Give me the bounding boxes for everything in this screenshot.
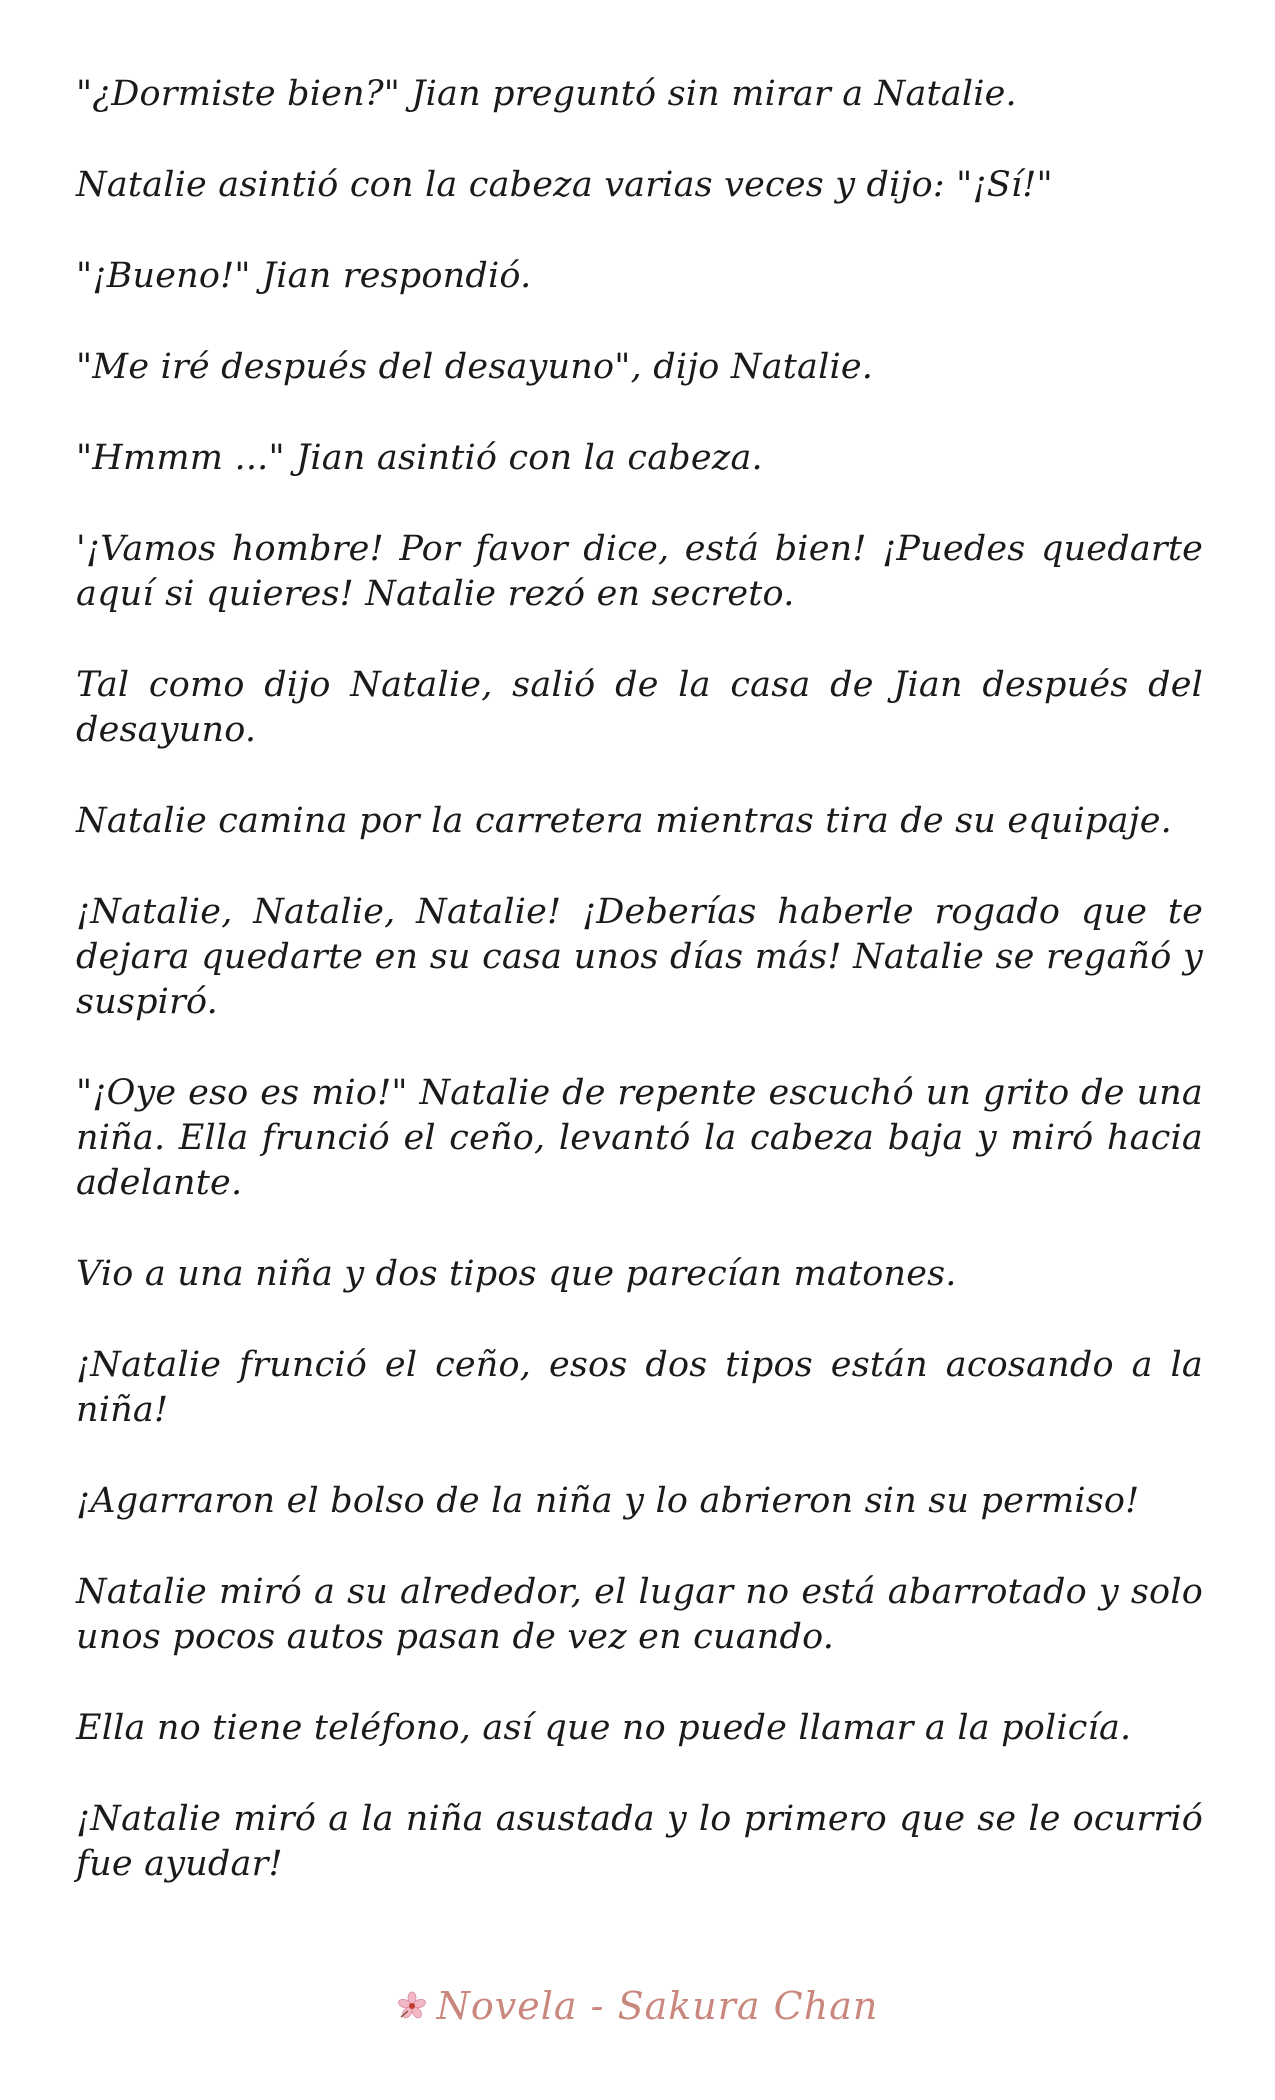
- paragraph-2: Natalie asintió con la cabeza varias veces y dijo: "¡Sí!": [76, 165, 1053, 205]
- paragraph-13: ¡Agarraron el bolso de la niña y lo abrieron sin su permiso!: [76, 1481, 1140, 1521]
- paragraph-3: "¡Bueno!" Jian respondió.: [76, 256, 532, 296]
- watermark: [0, 1984, 1275, 2028]
- watermark-text: Novela - Sakura Chan: [436, 1984, 879, 2028]
- paragraph-1: "¿Dormiste bien?" Jian preguntó sin mirar a Natalie.: [76, 74, 1017, 114]
- paragraph-5: "Hmmm ..." Jian asintió con la cabeza.: [76, 438, 763, 478]
- paragraph-14: Natalie miró a su alrededor, el lugar no está abarrotado y solo unos pocos autos pasan de vez en cuando.: [76, 1572, 1203, 1657]
- paragraph-9: ¡Natalie, Natalie, Natalie! ¡Deberías haberle rogado que te dejara quedarte en su casa unos días más! Natalie se regañó y suspiró.: [76, 892, 1203, 1022]
- paragraph-15: Ella no tiene teléfono, así que no puede llamar a la policía.: [76, 1708, 1132, 1748]
- paragraph-11: Vio a una niña y dos tipos que parecían matones.: [76, 1254, 957, 1294]
- paragraph-10: "¡Oye eso es mio!" Natalie de repente escuchó un grito de una niña. Ella frunció el ceño, levantó la cabeza baja y miró hacia adelante.: [76, 1073, 1203, 1203]
- paragraph-16: ¡Natalie miró a la niña asustada y lo primero que se le ocurrió fue ayudar!: [76, 1799, 1203, 1884]
- paragraph-7: Tal como dijo Natalie, salió de la casa de Jian después del desayuno.: [76, 665, 1203, 750]
- sakura-flower-icon: [397, 1991, 427, 2021]
- story-text: [76, 72, 1203, 1933]
- paragraph-12: ¡Natalie frunció el ceño, esos dos tipos están acosando a la niña!: [76, 1345, 1203, 1430]
- paragraph-4: "Me iré después del desayuno", dijo Natalie.: [76, 347, 874, 387]
- paragraph-6: '¡Vamos hombre! Por favor dice, está bien! ¡Puedes quedarte aquí si quieres! Natalie rezó en secreto.: [76, 529, 1203, 614]
- paragraph-8: Natalie camina por la carretera mientras tira de su equipaje.: [76, 801, 1172, 841]
